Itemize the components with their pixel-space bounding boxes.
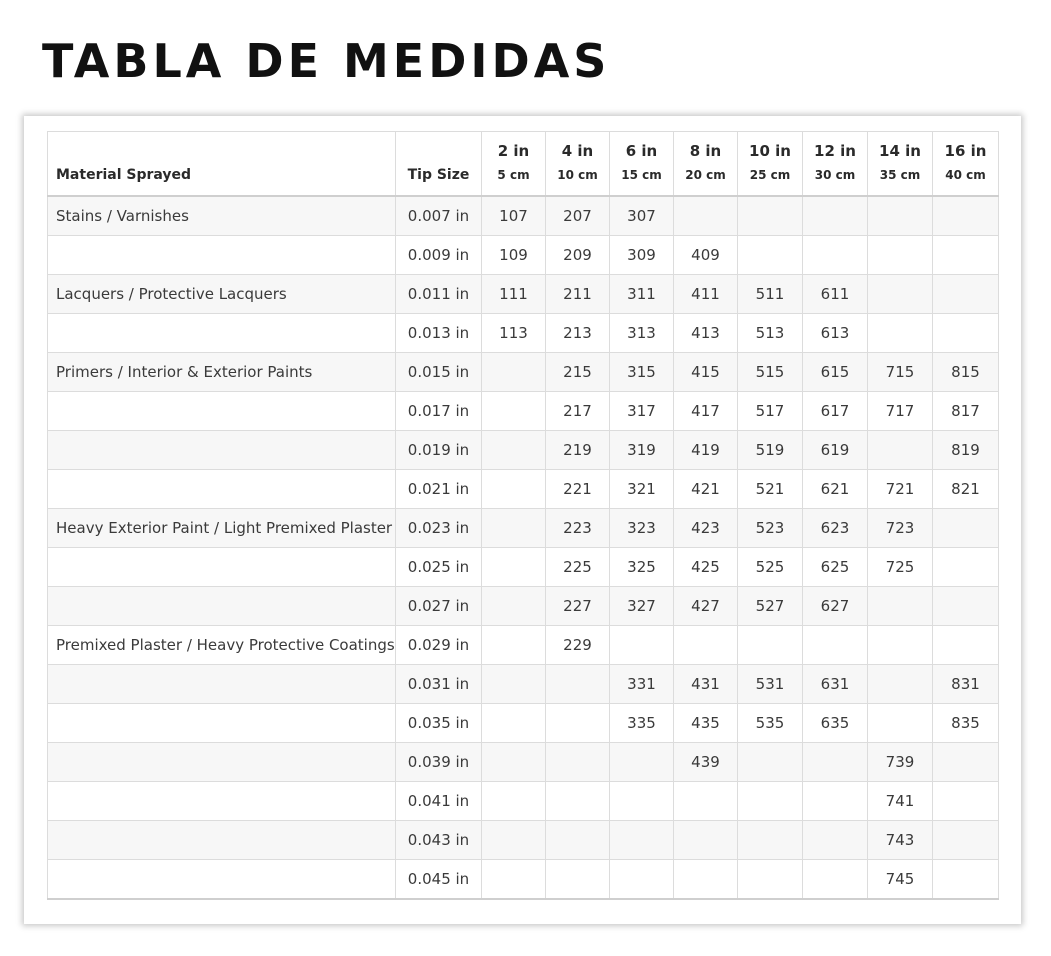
tip-code-cell bbox=[482, 625, 546, 664]
tip-code-cell bbox=[738, 742, 803, 781]
table-row bbox=[48, 430, 999, 469]
material-cell: Stains / Varnishes bbox=[48, 196, 396, 236]
tip-code-cell: 313 bbox=[610, 313, 674, 352]
tip-code-cell bbox=[868, 703, 933, 742]
tip-code-cell: 611 bbox=[803, 274, 868, 313]
tip-code-cell bbox=[546, 703, 610, 742]
tip-size-cell: 0.013 in bbox=[396, 313, 482, 352]
tip-size-cell: 0.029 in bbox=[396, 625, 482, 664]
tip-code-cell: 229 bbox=[546, 625, 610, 664]
tip-code-cell bbox=[933, 586, 999, 625]
tip-code-cell bbox=[482, 703, 546, 742]
tip-code-cell bbox=[868, 196, 933, 236]
tip-size-cell: 0.023 in bbox=[396, 508, 482, 547]
tip-code-cell: 113 bbox=[482, 313, 546, 352]
tip-code-cell bbox=[803, 196, 868, 236]
tip-code-cell: 409 bbox=[674, 235, 738, 274]
tip-code-cell bbox=[482, 430, 546, 469]
tip-code-cell bbox=[933, 313, 999, 352]
tip-code-cell bbox=[482, 820, 546, 859]
material-cell: Lacquers / Protective Lacquers bbox=[48, 274, 396, 313]
table-row bbox=[48, 625, 999, 664]
tip-code-cell bbox=[868, 586, 933, 625]
tip-code-cell bbox=[546, 820, 610, 859]
table-body bbox=[48, 196, 999, 899]
tip-code-cell: 223 bbox=[546, 508, 610, 547]
header-distance bbox=[933, 132, 999, 196]
tip-code-cell: 523 bbox=[738, 508, 803, 547]
tip-code-cell: 517 bbox=[738, 391, 803, 430]
tip-code-cell: 717 bbox=[868, 391, 933, 430]
tip-code-cell bbox=[674, 781, 738, 820]
tip-code-cell bbox=[868, 274, 933, 313]
tip-size-cell: 0.019 in bbox=[396, 430, 482, 469]
header-distance-in: 4 in bbox=[561, 142, 594, 161]
header-distance-cm: 40 cm bbox=[945, 168, 986, 183]
tip-code-cell: 831 bbox=[933, 664, 999, 703]
table-row bbox=[48, 586, 999, 625]
header-distance-in: 12 in bbox=[814, 142, 856, 161]
material-cell bbox=[48, 235, 396, 274]
tip-code-cell: 417 bbox=[674, 391, 738, 430]
tip-code-cell bbox=[868, 664, 933, 703]
material-cell bbox=[48, 391, 396, 430]
header-distance bbox=[610, 132, 674, 196]
table-row bbox=[48, 508, 999, 547]
tip-code-cell: 221 bbox=[546, 469, 610, 508]
tip-code-cell bbox=[738, 820, 803, 859]
tip-code-cell bbox=[803, 235, 868, 274]
table-row bbox=[48, 664, 999, 703]
tip-code-cell: 821 bbox=[933, 469, 999, 508]
header-distance-cm: 15 cm bbox=[621, 168, 662, 183]
tip-size-cell: 0.045 in bbox=[396, 859, 482, 899]
header-distance bbox=[868, 132, 933, 196]
tip-code-cell: 623 bbox=[803, 508, 868, 547]
tip-code-cell: 511 bbox=[738, 274, 803, 313]
table-row bbox=[48, 235, 999, 274]
material-cell bbox=[48, 430, 396, 469]
tip-code-cell bbox=[933, 196, 999, 236]
material-cell bbox=[48, 664, 396, 703]
tip-code-cell bbox=[482, 352, 546, 391]
tip-code-cell: 525 bbox=[738, 547, 803, 586]
tip-code-cell: 515 bbox=[738, 352, 803, 391]
tip-code-cell: 311 bbox=[610, 274, 674, 313]
tip-code-cell: 519 bbox=[738, 430, 803, 469]
tip-code-cell bbox=[482, 547, 546, 586]
tip-code-cell bbox=[738, 196, 803, 236]
tip-code-cell: 325 bbox=[610, 547, 674, 586]
tip-code-cell: 715 bbox=[868, 352, 933, 391]
material-cell bbox=[48, 703, 396, 742]
tip-code-cell: 415 bbox=[674, 352, 738, 391]
tip-code-cell: 411 bbox=[674, 274, 738, 313]
tip-code-cell bbox=[674, 196, 738, 236]
table-row bbox=[48, 820, 999, 859]
tip-code-cell bbox=[546, 781, 610, 820]
tip-code-cell bbox=[674, 820, 738, 859]
tip-code-cell: 315 bbox=[610, 352, 674, 391]
tip-code-cell: 209 bbox=[546, 235, 610, 274]
header-distance-in: 14 in bbox=[879, 142, 921, 161]
tip-code-cell bbox=[610, 820, 674, 859]
tip-code-cell: 527 bbox=[738, 586, 803, 625]
table-header-row bbox=[48, 132, 999, 196]
tip-code-cell bbox=[933, 859, 999, 899]
tip-code-cell: 323 bbox=[610, 508, 674, 547]
tip-size-cell: 0.021 in bbox=[396, 469, 482, 508]
tip-code-cell: 421 bbox=[674, 469, 738, 508]
tip-code-cell bbox=[674, 625, 738, 664]
tip-code-cell: 625 bbox=[803, 547, 868, 586]
tip-code-cell: 331 bbox=[610, 664, 674, 703]
tip-size-cell: 0.015 in bbox=[396, 352, 482, 391]
header-material: Material Sprayed bbox=[48, 132, 396, 196]
tip-code-cell: 427 bbox=[674, 586, 738, 625]
material-cell: Heavy Exterior Paint / Light Premixed Plaster bbox=[48, 508, 396, 547]
tip-code-cell: 513 bbox=[738, 313, 803, 352]
tip-size-cell: 0.039 in bbox=[396, 742, 482, 781]
tip-code-cell: 213 bbox=[546, 313, 610, 352]
header-distance-cm: 5 cm bbox=[497, 168, 530, 183]
header-distance bbox=[803, 132, 868, 196]
tip-code-cell: 535 bbox=[738, 703, 803, 742]
header-distance-in: 16 in bbox=[944, 142, 987, 161]
tip-code-cell: 817 bbox=[933, 391, 999, 430]
tip-code-cell bbox=[803, 625, 868, 664]
tip-code-cell bbox=[482, 391, 546, 430]
material-cell: Primers / Interior & Exterior Paints bbox=[48, 352, 396, 391]
tip-size-cell: 0.011 in bbox=[396, 274, 482, 313]
tip-code-cell bbox=[610, 781, 674, 820]
tip-code-cell: 745 bbox=[868, 859, 933, 899]
material-cell bbox=[48, 820, 396, 859]
tip-code-cell bbox=[546, 664, 610, 703]
tip-size-table bbox=[47, 131, 999, 900]
header-distance-cm: 20 cm bbox=[685, 168, 726, 183]
tip-code-cell: 743 bbox=[868, 820, 933, 859]
tip-code-cell: 317 bbox=[610, 391, 674, 430]
tip-code-cell bbox=[933, 742, 999, 781]
tip-code-cell: 413 bbox=[674, 313, 738, 352]
material-cell bbox=[48, 742, 396, 781]
tip-code-cell bbox=[803, 742, 868, 781]
header-distance-in: 6 in bbox=[625, 142, 658, 161]
tip-code-cell: 227 bbox=[546, 586, 610, 625]
header-distance bbox=[546, 132, 610, 196]
tip-code-cell: 815 bbox=[933, 352, 999, 391]
tip-size-cell: 0.035 in bbox=[396, 703, 482, 742]
header-distance-cm: 35 cm bbox=[879, 168, 921, 183]
tip-code-cell bbox=[933, 274, 999, 313]
table-row bbox=[48, 703, 999, 742]
tip-code-cell: 219 bbox=[546, 430, 610, 469]
tip-code-cell: 725 bbox=[868, 547, 933, 586]
material-cell bbox=[48, 781, 396, 820]
tip-code-cell bbox=[868, 235, 933, 274]
tip-code-cell: 741 bbox=[868, 781, 933, 820]
tip-code-cell: 217 bbox=[546, 391, 610, 430]
header-distance-cm: 25 cm bbox=[749, 168, 791, 183]
header-distance-cm: 10 cm bbox=[557, 168, 598, 183]
tip-code-cell: 225 bbox=[546, 547, 610, 586]
material-cell bbox=[48, 547, 396, 586]
tip-code-cell: 723 bbox=[868, 508, 933, 547]
tip-code-cell: 309 bbox=[610, 235, 674, 274]
tip-code-cell bbox=[868, 313, 933, 352]
table-row bbox=[48, 742, 999, 781]
tip-code-cell bbox=[482, 781, 546, 820]
tip-code-cell bbox=[803, 859, 868, 899]
tip-code-cell: 307 bbox=[610, 196, 674, 236]
tip-code-cell bbox=[482, 742, 546, 781]
table-row bbox=[48, 196, 999, 236]
tip-code-cell: 635 bbox=[803, 703, 868, 742]
tip-code-cell: 531 bbox=[738, 664, 803, 703]
tip-code-cell bbox=[482, 859, 546, 899]
tip-code-cell: 835 bbox=[933, 703, 999, 742]
table-row bbox=[48, 781, 999, 820]
table-row bbox=[48, 469, 999, 508]
tip-code-cell: 111 bbox=[482, 274, 546, 313]
tip-code-cell bbox=[610, 742, 674, 781]
header-distance-in: 2 in bbox=[497, 142, 530, 161]
tip-code-cell: 425 bbox=[674, 547, 738, 586]
tip-code-cell bbox=[482, 508, 546, 547]
material-cell bbox=[48, 469, 396, 508]
tip-code-cell bbox=[546, 859, 610, 899]
material-cell bbox=[48, 313, 396, 352]
tip-code-cell: 621 bbox=[803, 469, 868, 508]
tip-size-cell: 0.043 in bbox=[396, 820, 482, 859]
tip-code-cell bbox=[868, 625, 933, 664]
tip-size-cell: 0.031 in bbox=[396, 664, 482, 703]
tip-code-cell bbox=[738, 625, 803, 664]
tip-code-cell: 439 bbox=[674, 742, 738, 781]
tip-code-cell: 721 bbox=[868, 469, 933, 508]
tip-code-cell bbox=[803, 820, 868, 859]
tip-code-cell: 211 bbox=[546, 274, 610, 313]
tip-size-cell: 0.027 in bbox=[396, 586, 482, 625]
tip-code-cell bbox=[933, 625, 999, 664]
tip-code-cell bbox=[482, 664, 546, 703]
tip-code-cell: 335 bbox=[610, 703, 674, 742]
tip-code-cell bbox=[610, 625, 674, 664]
header-distance bbox=[482, 132, 546, 196]
tip-code-cell bbox=[933, 547, 999, 586]
tip-code-cell bbox=[803, 781, 868, 820]
tip-code-cell bbox=[868, 430, 933, 469]
tip-size-cell: 0.017 in bbox=[396, 391, 482, 430]
header-tip-size: Tip Size bbox=[396, 132, 482, 196]
tip-code-cell: 423 bbox=[674, 508, 738, 547]
tip-code-cell: 819 bbox=[933, 430, 999, 469]
tip-code-cell: 435 bbox=[674, 703, 738, 742]
tip-code-cell bbox=[933, 235, 999, 274]
tip-code-cell: 431 bbox=[674, 664, 738, 703]
header-distance-in: 8 in bbox=[689, 142, 722, 161]
tip-code-cell: 613 bbox=[803, 313, 868, 352]
tip-code-cell: 319 bbox=[610, 430, 674, 469]
tip-code-cell: 109 bbox=[482, 235, 546, 274]
tip-code-cell bbox=[482, 469, 546, 508]
table-row bbox=[48, 352, 999, 391]
size-table-card bbox=[24, 116, 1021, 924]
tip-code-cell bbox=[674, 859, 738, 899]
tip-code-cell: 215 bbox=[546, 352, 610, 391]
page-title: TABLA DE MEDIDAS bbox=[42, 34, 611, 88]
header-distance bbox=[674, 132, 738, 196]
header-distance-cm: 30 cm bbox=[814, 168, 856, 183]
tip-size-cell: 0.041 in bbox=[396, 781, 482, 820]
tip-code-cell bbox=[610, 859, 674, 899]
table-row bbox=[48, 859, 999, 899]
tip-code-cell: 207 bbox=[546, 196, 610, 236]
tip-size-cell: 0.025 in bbox=[396, 547, 482, 586]
tip-code-cell: 327 bbox=[610, 586, 674, 625]
material-cell bbox=[48, 859, 396, 899]
tip-code-cell bbox=[482, 586, 546, 625]
table-row bbox=[48, 391, 999, 430]
tip-code-cell: 631 bbox=[803, 664, 868, 703]
tip-code-cell: 321 bbox=[610, 469, 674, 508]
tip-code-cell: 739 bbox=[868, 742, 933, 781]
tip-code-cell: 107 bbox=[482, 196, 546, 236]
tip-size-cell: 0.009 in bbox=[396, 235, 482, 274]
tip-code-cell bbox=[738, 859, 803, 899]
tip-code-cell bbox=[546, 742, 610, 781]
header-distance-in: 10 in bbox=[749, 142, 791, 161]
tip-code-cell: 419 bbox=[674, 430, 738, 469]
tip-code-cell bbox=[738, 235, 803, 274]
tip-code-cell bbox=[933, 508, 999, 547]
tip-code-cell: 627 bbox=[803, 586, 868, 625]
tip-code-cell: 521 bbox=[738, 469, 803, 508]
tip-size-cell: 0.007 in bbox=[396, 196, 482, 236]
tip-code-cell: 617 bbox=[803, 391, 868, 430]
material-cell: Premixed Plaster / Heavy Protective Coatings bbox=[48, 625, 396, 664]
tip-code-cell bbox=[933, 781, 999, 820]
header-distance bbox=[738, 132, 803, 196]
table-row bbox=[48, 274, 999, 313]
tip-code-cell bbox=[738, 781, 803, 820]
table-row bbox=[48, 547, 999, 586]
table-row bbox=[48, 313, 999, 352]
tip-code-cell: 615 bbox=[803, 352, 868, 391]
material-cell bbox=[48, 586, 396, 625]
tip-code-cell: 619 bbox=[803, 430, 868, 469]
tip-code-cell bbox=[933, 820, 999, 859]
